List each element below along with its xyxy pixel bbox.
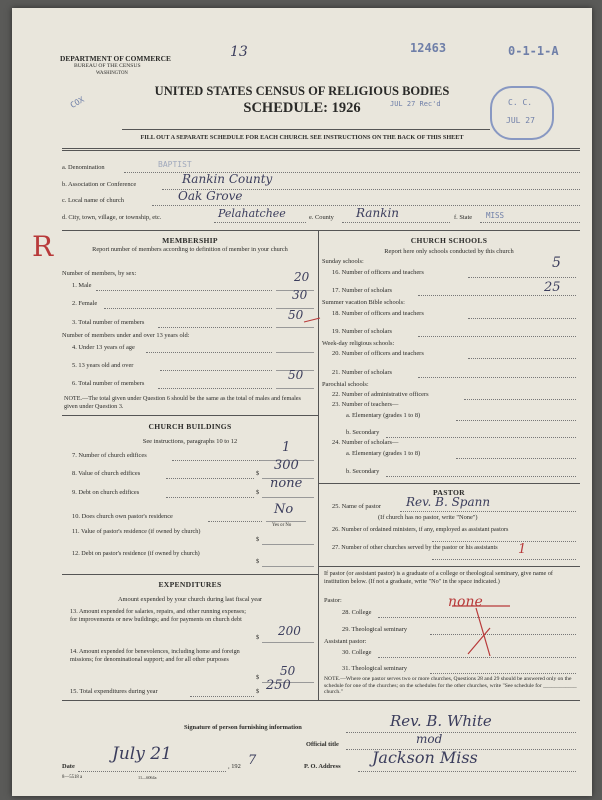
q27-label: 27. Number of other churches served by the pastor or his assistants: [332, 544, 498, 551]
q16-value: 5: [552, 255, 561, 271]
q26-label: 26. Number of ordained ministers, if any, employed as assistant pastors: [332, 526, 509, 533]
q31-label: 31. Theological seminary: [342, 665, 408, 672]
schedule-title: SCHEDULE: 1926: [243, 100, 361, 116]
under-over-label: Number of members under and over 13 years old:: [62, 332, 190, 339]
official-title-value: mod: [416, 732, 443, 746]
q29-label: 29. Theological seminary: [342, 626, 408, 633]
q15-dollar: $: [256, 688, 260, 695]
q25-subtext: (If church has no pastor, write "None"): [378, 514, 478, 521]
q18-label: 18. Number of officers and teachers: [332, 310, 424, 317]
red-mark-r: R: [32, 230, 54, 263]
q15-label: 15. Total expenditures during year: [70, 688, 158, 695]
buildings-title: CHURCH BUILDINGS: [148, 422, 232, 431]
year-value: 7: [248, 753, 257, 768]
membership-instruction: Report number of members according to definition of member in your church: [92, 246, 288, 253]
state-value: MISS: [486, 211, 505, 220]
stamp-received: JUL 27 Rec'd: [390, 100, 441, 108]
q12-dollar: $: [256, 558, 260, 565]
q4-label: 4. Under 13 years of age: [72, 344, 135, 351]
date-label: Date: [62, 763, 75, 770]
q23b-label: b. Secondary: [346, 429, 380, 436]
q1-label: 1. Male: [72, 282, 92, 289]
graduate-instruction: If pastor (or assistant pastor) is a graduate of a college or theological seminary, give name of institution below. (If not a graduate, write "No" in the space indicated.): [324, 570, 553, 585]
summer-label: Summer vacation Bible schools:: [322, 299, 405, 306]
form-number-secondary: 11—6064a: [138, 775, 157, 780]
q24-label: 24. Number of scholars—: [332, 439, 399, 446]
form-number: 8—5518 a: [62, 775, 83, 780]
county-label: e. County: [309, 214, 334, 221]
association-label: b. Association or Conference: [62, 181, 137, 188]
q10-label: 10. Does church own pastor's residence: [72, 513, 173, 520]
q2-label: 2. Female: [72, 300, 98, 307]
q14-value: 50: [280, 664, 296, 678]
q24b-label: b. Secondary: [346, 468, 380, 475]
q14-label: 14. Amount expended for benevolences, including home and foreign missions; for denominational support; and for all other purposes: [70, 648, 240, 663]
members-by-sex-label: Number of members, by sex:: [62, 270, 137, 277]
q25-value: Rev. B. Spann: [406, 495, 491, 509]
q21-label: 21. Number of scholars: [332, 369, 392, 376]
red-check-icon: [302, 308, 342, 328]
q13-label: 13. Amount expended for salaries, repairs, and other running expenses; for improvements or new buildings; and for payments on church debt: [70, 608, 246, 623]
stamp-cc: C. C.: [508, 98, 533, 107]
county-value: Rankin: [356, 206, 400, 220]
schools-title: CHURCH SCHOOLS: [410, 236, 488, 245]
q3-label: 3. Total number of members: [72, 319, 145, 326]
schools-instruction: Report here only schools conducted by this church: [384, 248, 514, 255]
q8-value: 300: [274, 458, 299, 473]
stamp-cox: COX: [68, 94, 86, 111]
signature-label: Signature of person furnishing information: [184, 724, 302, 731]
buildings-instruction: See instructions, paragraphs 10 to 12: [142, 438, 238, 445]
yes-no-hint: Yes or No: [272, 523, 292, 528]
q24a-label: a. Elementary (grades 1 to 8): [346, 450, 421, 457]
expenditures-instruction: Amount expended by your church during last fiscal year: [117, 596, 263, 603]
po-address-value: Jackson Miss: [372, 748, 478, 767]
q2-value: 30: [292, 288, 308, 302]
q7-label: 7. Number of church edifices: [72, 452, 147, 459]
q16-label: 16. Number of officers and teachers: [332, 269, 424, 276]
local-name-label: c. Local name of church: [62, 197, 124, 204]
q28-label: 28. College: [342, 609, 372, 616]
red-strike-marks-icon: [432, 598, 522, 668]
q3-value: 50: [288, 308, 304, 322]
assistant-pastor-label: Assistant pastor:: [324, 638, 367, 645]
q28-value: none: [448, 594, 483, 610]
stamp-code: 0-1-1-A: [508, 44, 559, 58]
q10-value: No: [274, 502, 294, 517]
membership-title: MEMBERSHIP: [162, 236, 218, 245]
stamp-number: 12463: [410, 41, 447, 55]
city-town-label: d. City, town, village, or township, etc.: [62, 214, 162, 221]
city-town-value: Pelahatchee: [218, 207, 286, 220]
pastor-label: Pastor:: [324, 597, 342, 604]
signature-value: Rev. B. White: [390, 712, 492, 730]
q22-label: 22. Number of administrative officers: [332, 391, 429, 398]
q12-label: 12. Debt on pastor's residence (if owned by church): [72, 550, 200, 557]
state-label: f. State: [454, 214, 473, 221]
q6-label: 6. Total number of members: [72, 380, 145, 387]
q30-label: 30. College: [342, 649, 372, 656]
denomination-value: BAPTIST: [158, 160, 192, 169]
census-schedule-sheet: [12, 8, 592, 796]
q27-value: 1: [518, 542, 527, 557]
q9-label: 9. Debt on church edifices: [72, 489, 140, 496]
separate-schedule-instruction: FILL OUT A SEPARATE SCHEDULE FOR EACH CHURCH. SEE INSTRUCTIONS ON THE BACK OF THIS SHEET: [140, 134, 464, 141]
q13-dollar: $: [256, 634, 260, 641]
expenditures-title: EXPENDITURES: [158, 580, 222, 589]
association-value: Rankin County: [182, 172, 273, 186]
q20-label: 20. Number of officers and teachers: [332, 350, 424, 357]
hand-number: 13: [230, 44, 248, 60]
membership-note: NOTE.—The total given under Question 6 should be the same as the total of males and females given under Question 3.: [64, 395, 301, 410]
city-label: WASHINGTON: [96, 71, 128, 76]
year-label: , 192: [228, 763, 241, 770]
q17-value: 25: [544, 280, 561, 295]
q9-value: none: [270, 476, 303, 491]
pastor-title: PASTOR: [433, 488, 465, 497]
q25-label: 25. Name of pastor: [332, 503, 381, 510]
local-name-value: Oak Grove: [178, 189, 243, 203]
bureau-label: BUREAU OF THE CENSUS: [74, 63, 141, 69]
q11-label: 11. Value of pastor's residence (if owned by church): [72, 528, 201, 535]
q23a-label: a. Elementary (grades 1 to 8): [346, 412, 421, 419]
q17-label: 17. Number of scholars: [332, 287, 392, 294]
sunday-label: Sunday schools:: [322, 258, 364, 265]
q13-value: 200: [278, 624, 301, 638]
q9-dollar: $: [256, 489, 260, 496]
q8-dollar: $: [256, 470, 260, 477]
q5-label: 5. 13 years old and over: [72, 362, 134, 369]
q6-value: 50: [288, 368, 304, 382]
q15-value: 250: [266, 678, 291, 693]
pastor-note: NOTE.—Where one pastor serves two or more churches, Questions 28 and 29 should be answered only on the schedule for one of the churches; on the schedules for the other churches, write "See schedule for ____________ church.": [324, 676, 577, 696]
form-title: UNITED STATES CENSUS OF RELIGIOUS BODIES: [154, 84, 450, 98]
date-value: July 21: [112, 744, 172, 764]
q1-value: 20: [294, 270, 310, 284]
dept-label: DEPARTMENT OF COMMERCE: [60, 54, 171, 63]
q7-value: 1: [282, 440, 291, 455]
q8-label: 8. Value of church edifices: [72, 470, 141, 477]
q19-label: 19. Number of scholars: [332, 328, 392, 335]
official-title-label: Official title: [306, 741, 339, 748]
stamp-jul: JUL 27: [506, 116, 535, 125]
po-address-label: P. O. Address: [304, 763, 341, 770]
q23-label: 23. Number of teachers—: [332, 401, 399, 408]
q14-dollar: $: [256, 674, 260, 681]
q11-dollar: $: [256, 536, 260, 543]
parochial-label: Parochial schools:: [322, 381, 369, 388]
weekday-label: Week-day religious schools:: [322, 340, 395, 347]
denomination-label: a. Denomination: [62, 164, 105, 171]
